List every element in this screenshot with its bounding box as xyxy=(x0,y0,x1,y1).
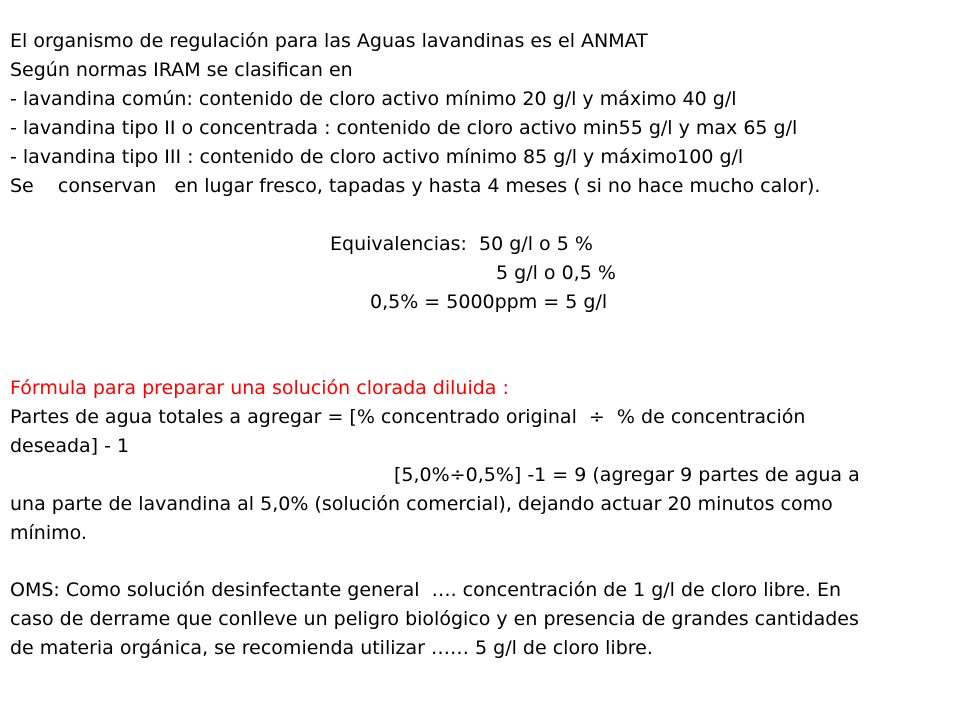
formula-line-2: deseada] - 1 xyxy=(10,435,130,457)
oms-line-2: caso de derrame que conlleve un peligro biológico y en presencia de grandes cantidades xyxy=(10,608,859,630)
lavandina-comun-line: - lavandina común: contenido de cloro activo mínimo 20 g/l y máximo 40 g/l xyxy=(10,88,737,110)
lavandina-tipo-ii-line: - lavandina tipo II o concentrada : contenido de cloro activo min55 g/l y max 65 g/l xyxy=(10,117,798,139)
oms-line-3: de materia orgánica, se recomienda utilizar …… 5 g/l de cloro libre. xyxy=(10,637,653,659)
equivalencias-line-1: Equivalencias: 50 g/l o 5 % xyxy=(330,233,593,255)
formula-line-4: una parte de lavandina al 5,0% (solución comercial), dejando actuar 20 minutos como xyxy=(10,493,833,515)
formula-example-line: [5,0%÷0,5%] -1 = 9 (agregar 9 partes de agua a xyxy=(394,464,860,486)
iram-classification-line: Según normas IRAM se clasifican en xyxy=(10,59,353,81)
formula-line-5: mínimo. xyxy=(10,522,87,544)
formula-line-1: Partes de agua totales a agregar = [% concentrado original ÷ % de concentración xyxy=(10,406,806,428)
oms-line-1: OMS: Como solución desinfectante general …. concentración de 1 g/l de cloro libre. En xyxy=(10,579,842,601)
equivalencias-line-3: 0,5% = 5000ppm = 5 g/l xyxy=(370,291,608,313)
storage-line: Se conservan en lugar fresco, tapadas y hasta 4 meses ( si no hace mucho calor). xyxy=(10,175,821,197)
equivalencias-line-2: 5 g/l o 0,5 % xyxy=(496,262,616,284)
lavandina-tipo-iii-line: - lavandina tipo III : contenido de cloro activo mínimo 85 g/l y máximo100 g/l xyxy=(10,146,744,168)
intro-anmat-line: El organismo de regulación para las Aguas lavandinas es el ANMAT xyxy=(10,30,648,52)
formula-title: Fórmula para preparar una solución clorada diluida : xyxy=(10,377,509,399)
